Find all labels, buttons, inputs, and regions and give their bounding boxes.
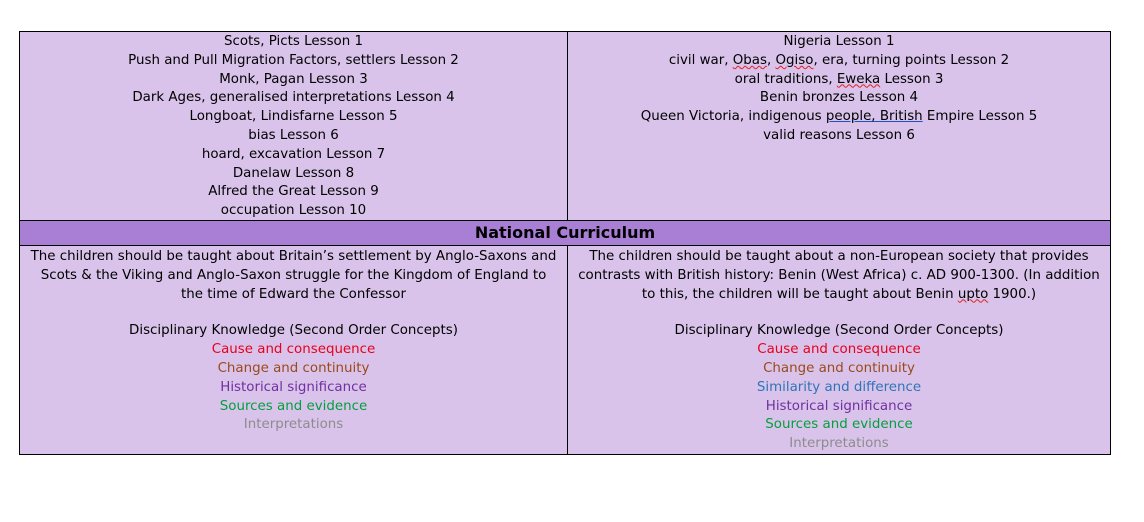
spellcheck-word: Ogiso bbox=[775, 52, 814, 68]
concept-list bbox=[28, 341, 559, 435]
concept-item: Sources and evidence bbox=[765, 417, 913, 433]
keyword-text: oral traditions, bbox=[734, 71, 837, 87]
concept-item: Interpretations bbox=[789, 436, 889, 452]
concept-list bbox=[576, 341, 1102, 454]
nc-cell-left bbox=[20, 246, 568, 454]
concept-item: Sources and evidence bbox=[219, 398, 368, 414]
concept-item: Historical significance bbox=[220, 379, 367, 395]
keyword-text: civil war, bbox=[668, 52, 733, 68]
keywords-cell-left bbox=[20, 32, 568, 220]
disciplinary-knowledge-heading: Disciplinary Knowledge (Second Order Concepts) bbox=[674, 323, 1004, 339]
concept-item: Historical significance bbox=[765, 398, 913, 414]
keyword-line: Nigeria Lesson 1 bbox=[783, 34, 895, 49]
keyword-line: Dark Ages, generalised interpretations Lesson 4 bbox=[132, 90, 455, 106]
concept-item: Change and continuity bbox=[217, 360, 370, 376]
keyword-text: , bbox=[766, 52, 776, 68]
nc-description-text: The children should be taught about a non-European society that provides contrasts with British history: Benin (West Africa) c. AD 900-1300. (In addition to this, the children will be taught about Benin bbox=[578, 249, 1100, 302]
keyword-line bbox=[568, 52, 1110, 71]
curriculum-table bbox=[19, 31, 1111, 455]
keyword-line: Push and Pull Migration Factors, settlers Lesson 2 bbox=[128, 52, 459, 68]
keyword-line: bias Lesson 6 bbox=[248, 127, 339, 143]
keyword-line bbox=[568, 108, 1110, 127]
concept-item: Cause and consequence bbox=[211, 342, 376, 358]
keyword-line: Benin bronzes Lesson 4 bbox=[759, 90, 919, 106]
nc-description bbox=[576, 248, 1102, 304]
keyword-line: Scots, Picts Lesson 1 bbox=[223, 34, 363, 49]
keyword-line bbox=[568, 71, 1110, 90]
keyword-line: Longboat, Lindisfarne Lesson 5 bbox=[189, 109, 398, 125]
spellcheck-word: Obas bbox=[732, 52, 767, 68]
concept-item: Cause and consequence bbox=[757, 342, 921, 358]
spacer bbox=[28, 304, 559, 322]
keyword-line: valid reasons Lesson 6 bbox=[763, 127, 915, 143]
keyword-line: hoard, excavation Lesson 7 bbox=[201, 146, 386, 162]
spellcheck-word: Eweka bbox=[836, 71, 881, 87]
keyword-line: Alfred the Great Lesson 9 bbox=[208, 184, 379, 200]
keyword-text: Queen Victoria, indigenous bbox=[640, 109, 826, 125]
concept-item: Similarity and difference bbox=[756, 379, 922, 395]
keyword-line: occupation Lesson 10 bbox=[220, 203, 367, 219]
concept-item: Interpretations bbox=[243, 417, 344, 433]
national-curriculum-row bbox=[20, 246, 1110, 454]
nc-description: The children should be taught about Britain’s settlement by Anglo-Saxons and Scots & the Viking and Anglo-Saxon struggle for the Kingdom of England to the time of Edward the Confessor bbox=[30, 249, 557, 302]
keyword-line: Monk, Pagan Lesson 3 bbox=[219, 71, 368, 87]
keywords-cell-right bbox=[568, 32, 1110, 220]
disciplinary-knowledge-heading: Disciplinary Knowledge (Second Order Concepts) bbox=[129, 323, 458, 339]
spellcheck-word: upto bbox=[957, 286, 989, 302]
nc-cell-right bbox=[568, 246, 1110, 454]
concept-item: Change and continuity bbox=[763, 360, 915, 376]
grammar-check-phrase: people, British bbox=[825, 109, 923, 125]
keyword-text: Empire Lesson 5 bbox=[922, 109, 1038, 125]
keyword-text: Lesson 3 bbox=[880, 71, 944, 87]
national-curriculum-header: National Curriculum bbox=[20, 221, 1110, 246]
nc-description-text: 1900.) bbox=[988, 286, 1037, 302]
keyword-text: , era, turning points Lesson 2 bbox=[813, 52, 1010, 68]
keyword-line: Danelaw Lesson 8 bbox=[232, 165, 355, 181]
spacer bbox=[576, 304, 1102, 322]
keywords-row bbox=[20, 32, 1110, 221]
